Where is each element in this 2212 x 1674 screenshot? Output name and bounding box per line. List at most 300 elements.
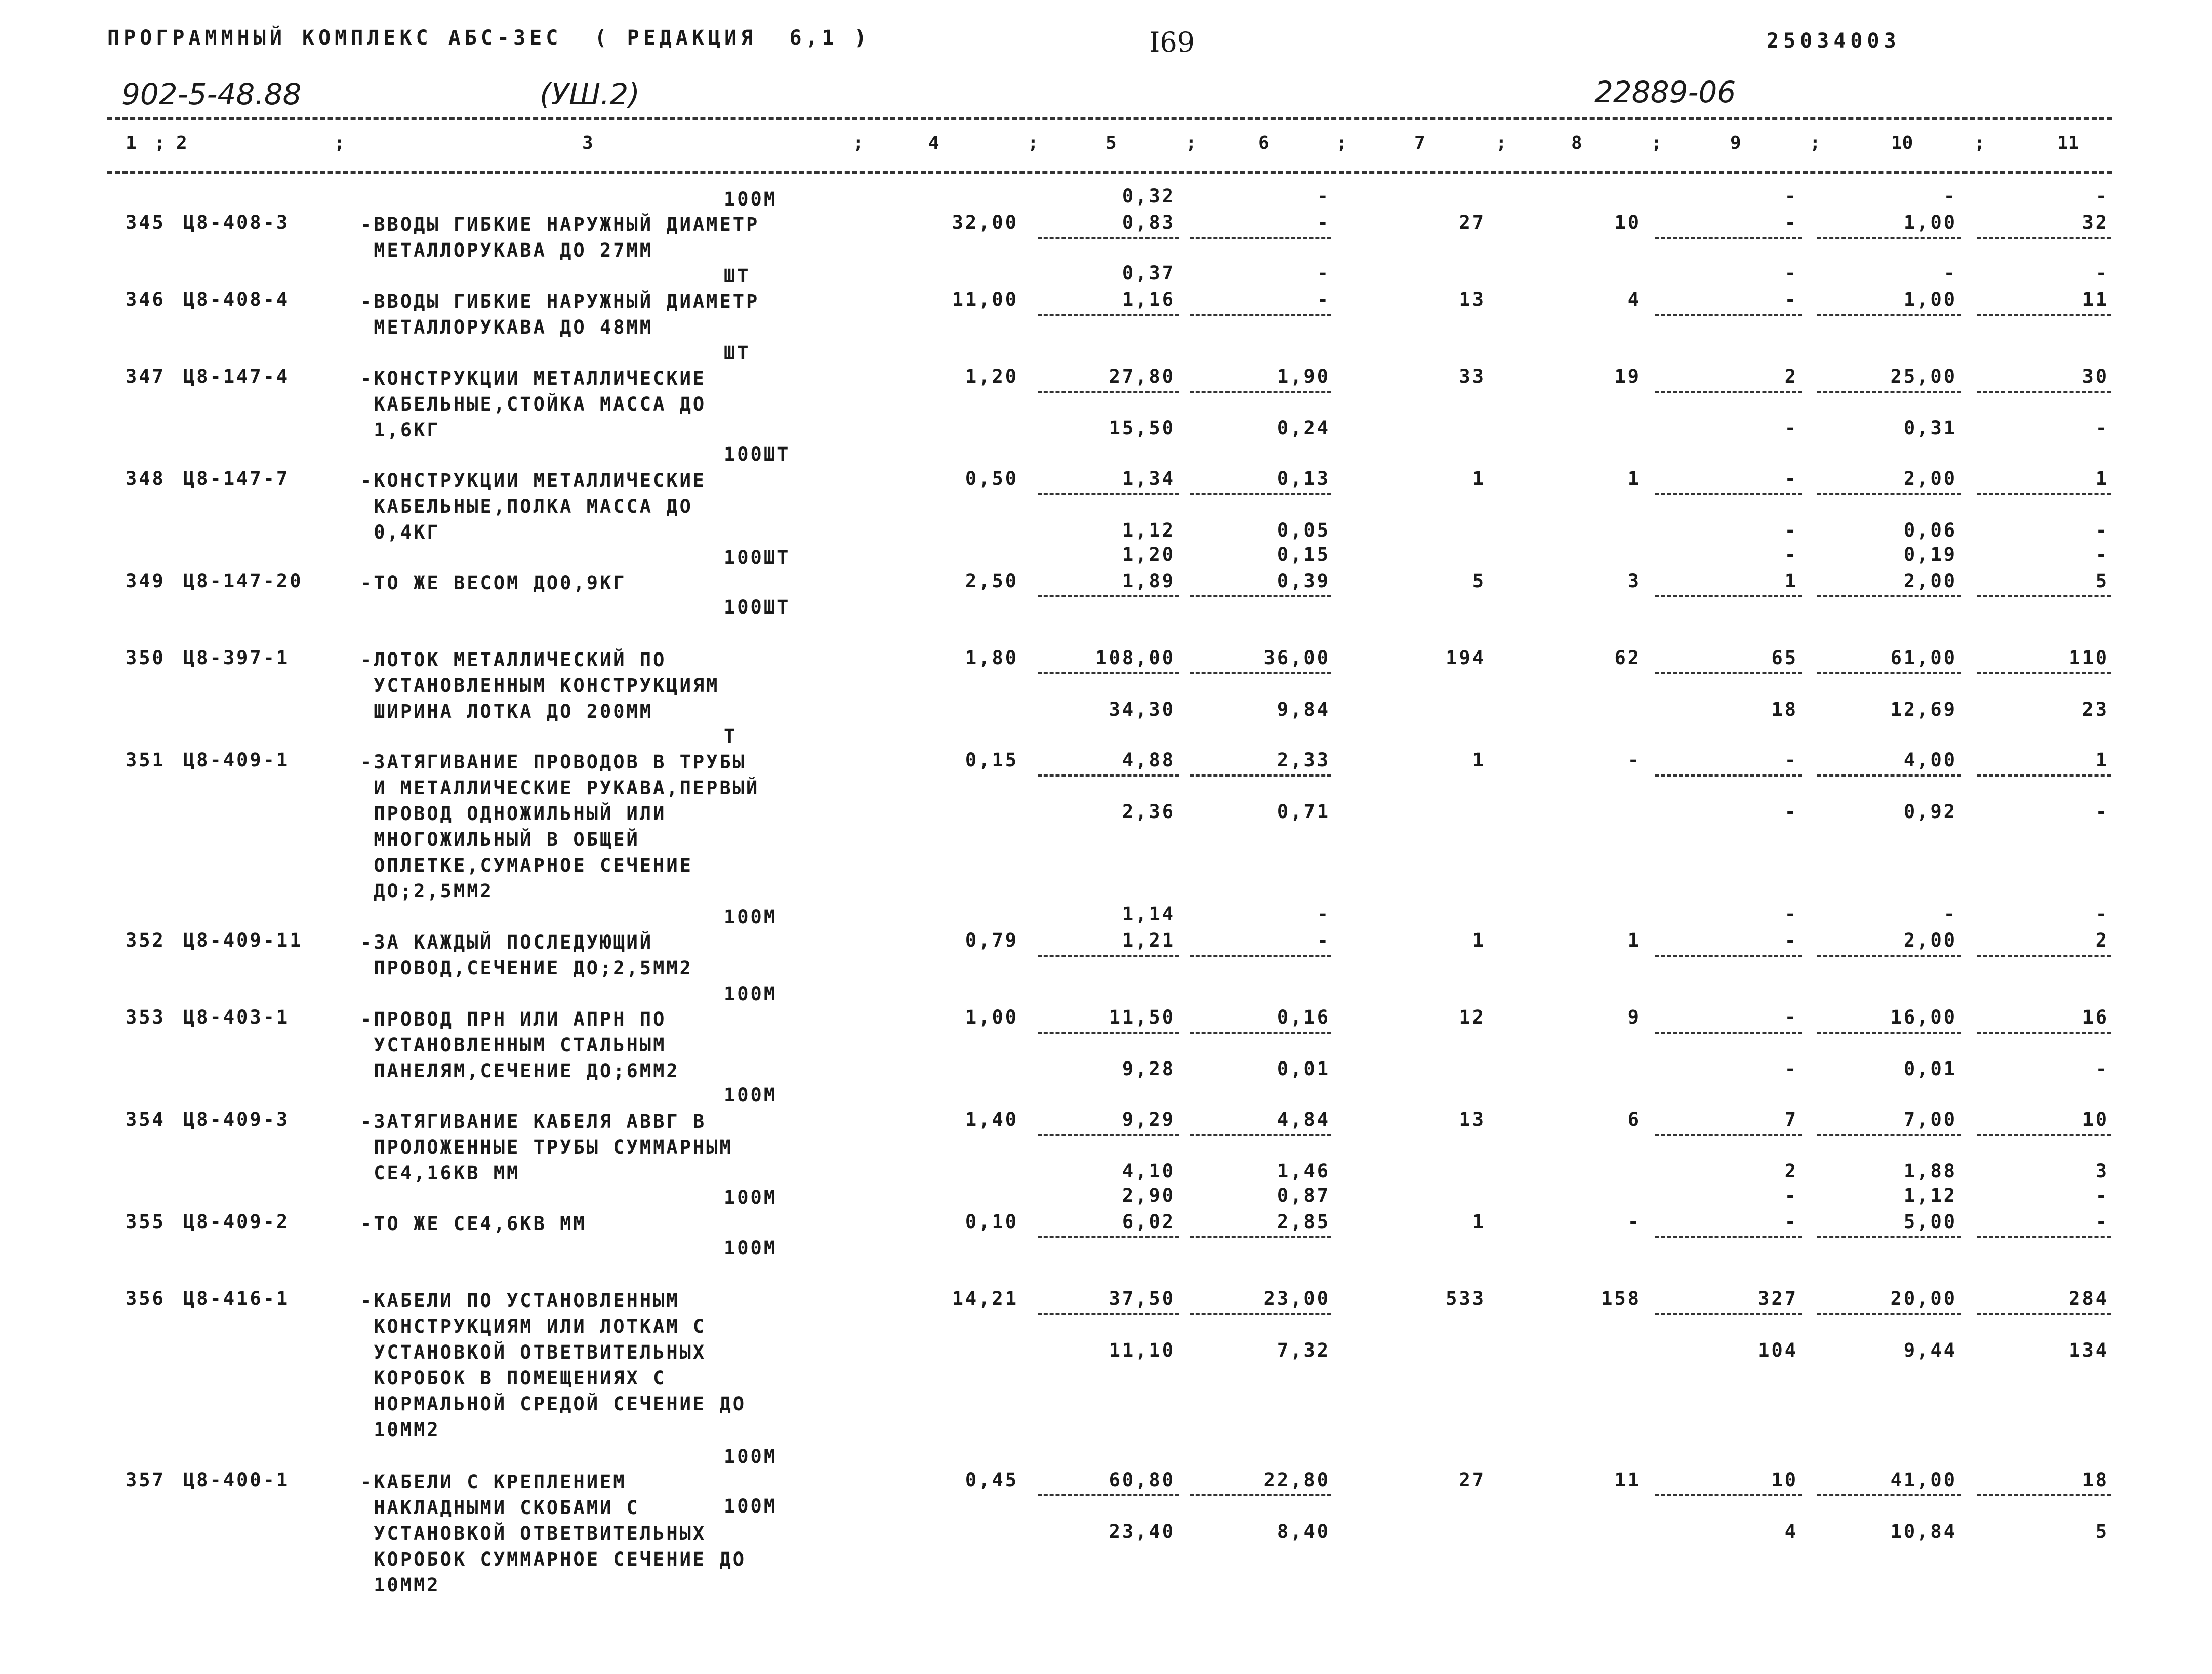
rate-code: Ц8-408-4: [183, 289, 290, 310]
row-number: 352: [126, 929, 166, 951]
unit-label: 100ШТ: [724, 547, 791, 568]
cell-c4: 1,80: [965, 647, 1018, 669]
row-number: 350: [126, 647, 166, 669]
column-separator: ;: [1185, 133, 1197, 153]
subtotal-rule: [1977, 1236, 2111, 1238]
subtotal-rule: [1190, 314, 1331, 316]
work-description: -ЛОТОК МЕТАЛЛИЧЕСКИЙ ПО УСТАНОВЛЕННЫМ КОНСТРУКЦИЯМ ШИРИНА ЛОТКА ДО 200ММ: [360, 649, 720, 722]
cell-c7: 1: [1472, 1211, 1486, 1233]
cell-c11b: -: [2095, 903, 2109, 925]
column-header-6: 6: [1258, 133, 1269, 153]
program-title: ПРОГРАММНЫЙ КОМПЛЕКС АБС-3ЕС ( РЕДАКЦИЯ 6,1 ): [107, 26, 871, 50]
cell-c5b: 23,40: [1109, 1521, 1175, 1542]
unit-label: 100М: [724, 983, 777, 1005]
cell-c5: 1,21: [1122, 929, 1175, 951]
cell-c5: 0,83: [1122, 212, 1175, 233]
subtotal-rule: [1038, 774, 1179, 777]
cell-c6b: 0,24: [1277, 417, 1330, 439]
subtotal-rule: [1190, 1236, 1331, 1238]
subtotal-rule: [1817, 1236, 1961, 1238]
column-header-8: 8: [1571, 133, 1582, 153]
cell-c5: 108,00: [1095, 647, 1175, 669]
cell-c7: 194: [1446, 647, 1486, 669]
cell-c8: 19: [1614, 365, 1641, 387]
cell-c10: 61,00: [1890, 647, 1957, 669]
work-description: -ЗА КАЖДЫЙ ПОСЛЕДУЮЩИЙ ПРОВОД,СЕЧЕНИЕ ДО;2,5ММ2: [360, 931, 693, 979]
cell-c6b: 0,71: [1277, 801, 1330, 823]
unit-label: 100М: [724, 1187, 777, 1208]
cell-c8: 9: [1627, 1006, 1641, 1028]
cell-c9: -: [1784, 929, 1798, 951]
cell-c9b: -: [1784, 1058, 1798, 1080]
subtotal-rule: [1038, 672, 1179, 674]
cell-c4: 1,40: [965, 1109, 1018, 1130]
subtotal-rule: [1038, 955, 1179, 957]
cell-c4: 1,20: [965, 365, 1018, 387]
subtotal-rule: [1977, 314, 2111, 316]
subtotal-rule: [1817, 314, 1961, 316]
subtotal-rule: [1817, 774, 1961, 777]
cell-c11: 110: [2069, 647, 2109, 669]
cell-c10b: 12,69: [1890, 699, 1957, 720]
cell-c4: 0,79: [965, 929, 1018, 951]
cell-c10: 2,00: [1903, 929, 1957, 951]
rate-code: Ц8-408-3: [183, 212, 290, 233]
cell-c11: 32: [2082, 212, 2109, 233]
cell-c6b: -: [1317, 185, 1330, 207]
work-description: -ТО ЖЕ ВЕСОМ ДО0,9КГ: [360, 572, 627, 594]
work-description: -КОНСТРУКЦИИ МЕТАЛЛИЧЕСКИЕ КАБЕЛЬНЫЕ,ПОЛКА МАССА ДО 0,4КГ: [360, 470, 707, 543]
header-rule-bottom: [107, 171, 2112, 174]
cell-c5b: 1,14: [1122, 903, 1175, 925]
cell-c11: 18: [2082, 1469, 2109, 1491]
project-code: 902-5-48.88: [121, 77, 302, 111]
cell-c9: 7: [1784, 1109, 1798, 1130]
cell-c5: 4,88: [1122, 749, 1175, 771]
cell-c7: 12: [1459, 1006, 1486, 1028]
cell-c4: 0,10: [965, 1211, 1018, 1233]
cell-c10: 2,00: [1903, 570, 1957, 592]
subtotal-rule: [1038, 1032, 1179, 1034]
subtotal-rule: [1190, 1494, 1331, 1496]
cell-c6: 2,85: [1277, 1211, 1330, 1233]
cell-c7: 1: [1472, 929, 1486, 951]
row-number: 356: [126, 1288, 166, 1310]
cell-c10: 16,00: [1890, 1006, 1957, 1028]
cell-c9b: -: [1784, 544, 1798, 565]
cell-c9: 65: [1771, 647, 1798, 669]
cell-c6b: 7,32: [1277, 1339, 1330, 1361]
cell-c11: 30: [2082, 365, 2109, 387]
cell-c4: 0,45: [965, 1469, 1018, 1491]
cell-c7: 1: [1472, 468, 1486, 489]
subtotal-rule: [1038, 1236, 1179, 1238]
cell-c6: -: [1317, 289, 1330, 310]
cell-c9b: -: [1784, 903, 1798, 925]
subtotal-rule: [1655, 774, 1802, 777]
cell-c8: 158: [1601, 1288, 1641, 1310]
cell-c10: 20,00: [1890, 1288, 1957, 1310]
cell-c8: 4: [1627, 289, 1641, 310]
subtotal-rule: [1038, 237, 1179, 239]
column-separator: ;: [1810, 133, 1821, 153]
cell-c6: 22,80: [1263, 1469, 1330, 1491]
column-separator: ;: [1028, 133, 1039, 153]
column-header-9: 9: [1730, 133, 1741, 153]
cell-c9: -: [1784, 289, 1798, 310]
page-number: I69: [1149, 26, 1195, 58]
cell-c5: 1,89: [1122, 570, 1175, 592]
cell-c9: 327: [1758, 1288, 1798, 1310]
cell-c7: 13: [1459, 289, 1486, 310]
cell-c9: 1: [1784, 570, 1798, 592]
subtotal-rule: [1190, 1134, 1331, 1136]
subtotal-rule: [1977, 774, 2111, 777]
cell-c11b: -: [2095, 417, 2109, 439]
subtotal-rule: [1655, 672, 1802, 674]
cell-c7: 27: [1459, 1469, 1486, 1491]
unit-label: 100М: [724, 1237, 777, 1259]
cell-c4: 32,00: [952, 212, 1018, 233]
cell-c10: 1,00: [1903, 289, 1957, 310]
column-header-3: 3: [582, 133, 593, 153]
cell-c6b: 0,15: [1277, 544, 1330, 565]
cell-c11: 11: [2082, 289, 2109, 310]
cell-c11: 16: [2082, 1006, 2109, 1028]
rate-code: Ц8-147-4: [183, 365, 290, 387]
cell-c7: 33: [1459, 365, 1486, 387]
cell-c5: 1,16: [1122, 289, 1175, 310]
subtotal-rule: [1655, 314, 1802, 316]
cell-c9b: -: [1784, 801, 1798, 823]
subtotal-rule: [1977, 1134, 2111, 1136]
cell-c9: 2: [1784, 365, 1798, 387]
subtotal-rule: [1817, 1134, 1961, 1136]
cell-c4: 0,50: [965, 468, 1018, 489]
cell-c6: 0,13: [1277, 468, 1330, 489]
row-number: 346: [126, 289, 166, 310]
cell-c7: 5: [1472, 570, 1486, 592]
subtotal-rule: [1655, 237, 1802, 239]
cell-c6: 0,39: [1277, 570, 1330, 592]
subtotal-rule: [1190, 391, 1331, 393]
cell-c6b: 0,05: [1277, 519, 1330, 541]
subtotal-rule: [1977, 955, 2111, 957]
subtotal-rule: [1655, 1134, 1802, 1136]
subtotal-rule: [1038, 493, 1179, 495]
subtotal-rule: [1190, 237, 1331, 239]
cell-c9: -: [1784, 212, 1798, 233]
rate-code: Ц8-147-20: [183, 570, 303, 592]
subtotal-rule: [1817, 955, 1961, 957]
subtotal-rule: [1190, 1032, 1331, 1034]
subtotal-rule: [1977, 595, 2111, 597]
cell-c9: -: [1784, 1211, 1798, 1233]
cell-c7: 13: [1459, 1109, 1486, 1130]
subtotal-rule: [1977, 391, 2111, 393]
cell-c6: 0,16: [1277, 1006, 1330, 1028]
cell-c6b: 0,01: [1277, 1058, 1330, 1080]
cell-c11: 2: [2095, 929, 2109, 951]
subtotal-rule: [1977, 1313, 2111, 1315]
cell-c11b: -: [2095, 1058, 2109, 1080]
sheet-label: (УШ.2): [540, 77, 640, 111]
row-number: 357: [126, 1469, 166, 1491]
cell-c10: 7,00: [1903, 1109, 1957, 1130]
cell-c5b: 0,37: [1122, 262, 1175, 284]
cell-c5: 27,80: [1109, 365, 1175, 387]
cell-c5b: 1,20: [1122, 544, 1175, 565]
cell-c10: 2,00: [1903, 468, 1957, 489]
cell-c9b: 4: [1784, 1521, 1798, 1542]
cell-c9: 10: [1771, 1469, 1798, 1491]
subtotal-rule: [1655, 1313, 1802, 1315]
cell-c11: 1: [2095, 749, 2109, 771]
subtotal-rule: [1817, 1313, 1961, 1315]
cell-c5: 37,50: [1109, 1288, 1175, 1310]
cell-c8: -: [1627, 1211, 1641, 1233]
cell-c9: -: [1784, 1006, 1798, 1028]
cell-c10: 4,00: [1903, 749, 1957, 771]
subtotal-rule: [1038, 1134, 1179, 1136]
cell-c5b: 1,12: [1122, 519, 1175, 541]
unit-label: 100М: [724, 1495, 777, 1517]
unit-label: 100М: [724, 1446, 777, 1467]
cell-c6b: 9,84: [1277, 699, 1330, 720]
cell-c11b: -: [2095, 1185, 2109, 1206]
cell-c7: 27: [1459, 212, 1486, 233]
subtotal-rule: [1190, 672, 1331, 674]
cell-c6: 1,90: [1277, 365, 1330, 387]
cell-c8: 6: [1627, 1109, 1641, 1130]
cell-c10b: 0,06: [1903, 519, 1957, 541]
cell-c11b: 23: [2082, 699, 2109, 720]
row-number: 354: [126, 1109, 166, 1130]
column-separator: ;: [154, 133, 166, 153]
cell-c5b: 0,32: [1122, 185, 1175, 207]
cell-c9: -: [1784, 468, 1798, 489]
cell-c10b: 1,88: [1903, 1160, 1957, 1182]
unit-label: 100М: [724, 188, 777, 210]
cell-c6b: -: [1317, 262, 1330, 284]
work-description: -ПРОВОД ПРН ИЛИ АПРН ПО УСТАНОВЛЕННЫМ СТАЛЬНЫМ ПАНЕЛЯМ,СЕЧЕНИЕ ДО;6ММ2: [360, 1008, 680, 1082]
cell-c4: 1,00: [965, 1006, 1018, 1028]
cell-c6b: 8,40: [1277, 1521, 1330, 1542]
unit-label: ШТ: [724, 265, 751, 287]
work-description: -КОНСТРУКЦИИ МЕТАЛЛИЧЕСКИЕ КАБЕЛЬНЫЕ,СТОЙКА МАССА ДО 1,6КГ: [360, 368, 707, 441]
subtotal-rule: [1817, 391, 1961, 393]
work-description: -ЗАТЯГИВАНИЕ КАБЕЛЯ АВВГ В ПРОЛОЖЕННЫЕ ТРУБЫ СУММАРНЫМ СЕ4,16КВ ММ: [360, 1111, 733, 1184]
cell-c11b: -: [2095, 262, 2109, 284]
cell-c5b: 11,10: [1109, 1339, 1175, 1361]
column-separator: ;: [334, 133, 345, 153]
cell-c6: 4,84: [1277, 1109, 1330, 1130]
subtotal-rule: [1977, 237, 2111, 239]
subtotal-rule: [1190, 774, 1331, 777]
cell-c11: 10: [2082, 1109, 2109, 1130]
subtotal-rule: [1655, 493, 1802, 495]
rate-code: Ц8-409-11: [183, 929, 303, 951]
work-description: -КАБЕЛИ С КРЕПЛЕНИЕМ НАКЛАДНЫМИ СКОБАМИ С УСТАНОВКОЙ ОТВЕТВИТЕЛЬНЫХ КОРОБОК СУММАРНОЕ СЕЧЕНИЕ ДО 10ММ2: [360, 1471, 747, 1596]
column-separator: ;: [853, 133, 864, 153]
cell-c11b: -: [2095, 801, 2109, 823]
work-description: -ВВОДЫ ГИБКИЕ НАРУЖНЫЙ ДИАМЕТР МЕТАЛЛОРУКАВА ДО 27ММ: [360, 214, 760, 261]
cell-c9b: 18: [1771, 699, 1798, 720]
cell-c8: 1: [1627, 468, 1641, 489]
cell-c5: 6,02: [1122, 1211, 1175, 1233]
subtotal-rule: [1190, 493, 1331, 495]
header-rule-top: [107, 117, 2112, 120]
work-description: -ЗАТЯГИВАНИЕ ПРОВОДОВ В ТРУБЫ И МЕТАЛЛИЧЕСКИЕ РУКАВА,ПЕРВЫЙ ПРОВОД ОДНОЖИЛЬНЫЙ ИЛИ МНОГОЖИЛЬНЫЙ В ОБЩЕЙ ОПЛЕТКЕ,СУМАРНОЕ СЕЧЕНИЕ ДО;2,5ММ2: [360, 751, 760, 902]
cell-c11: -: [2095, 1211, 2109, 1233]
subtotal-rule: [1190, 955, 1331, 957]
cell-c10: 1,00: [1903, 212, 1957, 233]
cell-c5: 9,29: [1122, 1109, 1175, 1130]
subtotal-rule: [1977, 493, 2111, 495]
cell-c11b: -: [2095, 544, 2109, 565]
unit-label: 100ШТ: [724, 596, 791, 618]
subtotal-rule: [1655, 595, 1802, 597]
subtotal-rule: [1655, 1032, 1802, 1034]
cell-c9b: -: [1784, 1185, 1798, 1206]
rate-code: Ц8-416-1: [183, 1288, 290, 1310]
cell-c10b: 10,84: [1890, 1521, 1957, 1542]
subtotal-rule: [1190, 595, 1331, 597]
cell-c4: 0,15: [965, 749, 1018, 771]
cell-c4: 2,50: [965, 570, 1018, 592]
cell-c5b: 9,28: [1122, 1058, 1175, 1080]
subtotal-rule: [1817, 1032, 1961, 1034]
subtotal-rule: [1977, 672, 2111, 674]
unit-label: 100М: [724, 906, 777, 928]
cell-c7: 1: [1472, 749, 1486, 771]
cell-c8: 10: [1614, 212, 1641, 233]
cell-c8: 62: [1614, 647, 1641, 669]
row-number: 353: [126, 1006, 166, 1028]
subtotal-rule: [1817, 237, 1961, 239]
cell-c8: 3: [1627, 570, 1641, 592]
cell-c6b: 1,46: [1277, 1160, 1330, 1182]
cell-c9b: -: [1784, 262, 1798, 284]
cell-c6: 36,00: [1263, 647, 1330, 669]
subtotal-rule: [1817, 493, 1961, 495]
subtotal-rule: [1038, 1494, 1179, 1496]
cell-c8: 11: [1614, 1469, 1641, 1491]
column-separator: ;: [1496, 133, 1507, 153]
subtotal-rule: [1817, 1494, 1961, 1496]
cell-c11b: -: [2095, 185, 2109, 207]
cell-c5b: 2,36: [1122, 801, 1175, 823]
cell-c10b: -: [1943, 262, 1957, 284]
column-header-4: 4: [928, 133, 939, 153]
subtotal-rule: [1655, 1236, 1802, 1238]
subtotal-rule: [1817, 672, 1961, 674]
cell-c9b: -: [1784, 417, 1798, 439]
cell-c10b: 9,44: [1903, 1339, 1957, 1361]
column-separator: ;: [1974, 133, 1985, 153]
unit-label: ШТ: [724, 342, 751, 364]
column-header-1: 1: [126, 133, 137, 153]
row-number: 355: [126, 1211, 166, 1233]
work-description: -КАБЕЛИ ПО УСТАНОВЛЕННЫМ КОНСТРУКЦИЯМ ИЛИ ЛОТКАМ С УСТАНОВКОЙ ОТВЕТВИТЕЛЬНЫХ КОРОБОК В ПОМЕЩЕНИЯХ С НОРМАЛЬНОЙ СРЕДОЙ СЕЧЕНИЕ ДО 10ММ2: [360, 1290, 747, 1441]
cell-c6: -: [1317, 212, 1330, 233]
cell-c5b: 34,30: [1109, 699, 1175, 720]
row-number: 345: [126, 212, 166, 233]
cell-c11b: 3: [2095, 1160, 2109, 1182]
doc-code: 22889-06: [1594, 75, 1736, 109]
cell-c10b: 0,31: [1903, 417, 1957, 439]
cell-c10b: -: [1943, 903, 1957, 925]
cell-c7: 533: [1446, 1288, 1486, 1310]
cell-c10b: 0,92: [1903, 801, 1957, 823]
subtotal-rule: [1977, 1032, 2111, 1034]
cell-c9b: 104: [1758, 1339, 1798, 1361]
column-header-10: 10: [1891, 133, 1913, 153]
unit-label: 100М: [724, 1084, 777, 1106]
column-header-11: 11: [2057, 133, 2079, 153]
subtotal-rule: [1655, 1494, 1802, 1496]
subtotal-rule: [1655, 955, 1802, 957]
unit-label: 100ШТ: [724, 443, 791, 465]
cell-c4: 11,00: [952, 289, 1018, 310]
rate-code: Ц8-409-2: [183, 1211, 290, 1233]
cell-c11b: 134: [2069, 1339, 2109, 1361]
rate-code: Ц8-409-1: [183, 749, 290, 771]
cell-c5b: 15,50: [1109, 417, 1175, 439]
cell-c10: 5,00: [1903, 1211, 1957, 1233]
cell-c10: 25,00: [1890, 365, 1957, 387]
subtotal-rule: [1655, 391, 1802, 393]
subtotal-rule: [1038, 595, 1179, 597]
column-header-7: 7: [1414, 133, 1425, 153]
subtotal-rule: [1038, 1313, 1179, 1315]
cell-c8: 1: [1627, 929, 1641, 951]
cell-c11b: -: [2095, 519, 2109, 541]
subtotal-rule: [1190, 1313, 1331, 1315]
rate-code: Ц8-400-1: [183, 1469, 290, 1491]
cell-c11: 5: [2095, 570, 2109, 592]
cell-c10b: 1,12: [1903, 1185, 1957, 1206]
cell-c11: 1: [2095, 468, 2109, 489]
cell-c9b: 2: [1784, 1160, 1798, 1182]
cell-c5b: 4,10: [1122, 1160, 1175, 1182]
column-header-5: 5: [1105, 133, 1117, 153]
cell-c6: -: [1317, 929, 1330, 951]
cell-c5b: 2,90: [1122, 1185, 1175, 1206]
cell-c10b: 0,19: [1903, 544, 1957, 565]
subtotal-rule: [1977, 1494, 2111, 1496]
row-number: 348: [126, 468, 166, 489]
cell-c9b: -: [1784, 519, 1798, 541]
cell-c5: 60,80: [1109, 1469, 1175, 1491]
cell-c4: 14,21: [952, 1288, 1018, 1310]
unit-label: Т: [724, 725, 738, 747]
cell-c10b: -: [1943, 185, 1957, 207]
work-description: -ВВОДЫ ГИБКИЕ НАРУЖНЫЙ ДИАМЕТР МЕТАЛЛОРУКАВА ДО 48ММ: [360, 291, 760, 338]
cell-c6b: -: [1317, 903, 1330, 925]
cell-c6: 2,33: [1277, 749, 1330, 771]
work-description: -ТО ЖЕ СЕ4,6КВ ММ: [360, 1213, 587, 1235]
column-separator: ;: [1336, 133, 1347, 153]
rate-code: Ц8-409-3: [183, 1109, 290, 1130]
cell-c6: 23,00: [1263, 1288, 1330, 1310]
column-separator: ;: [1651, 133, 1662, 153]
cell-c10b: 0,01: [1903, 1058, 1957, 1080]
cell-c11b: 5: [2095, 1521, 2109, 1542]
cell-c8: -: [1627, 749, 1641, 771]
document-number: 25034003: [1767, 29, 1901, 53]
rate-code: Ц8-147-7: [183, 468, 290, 489]
